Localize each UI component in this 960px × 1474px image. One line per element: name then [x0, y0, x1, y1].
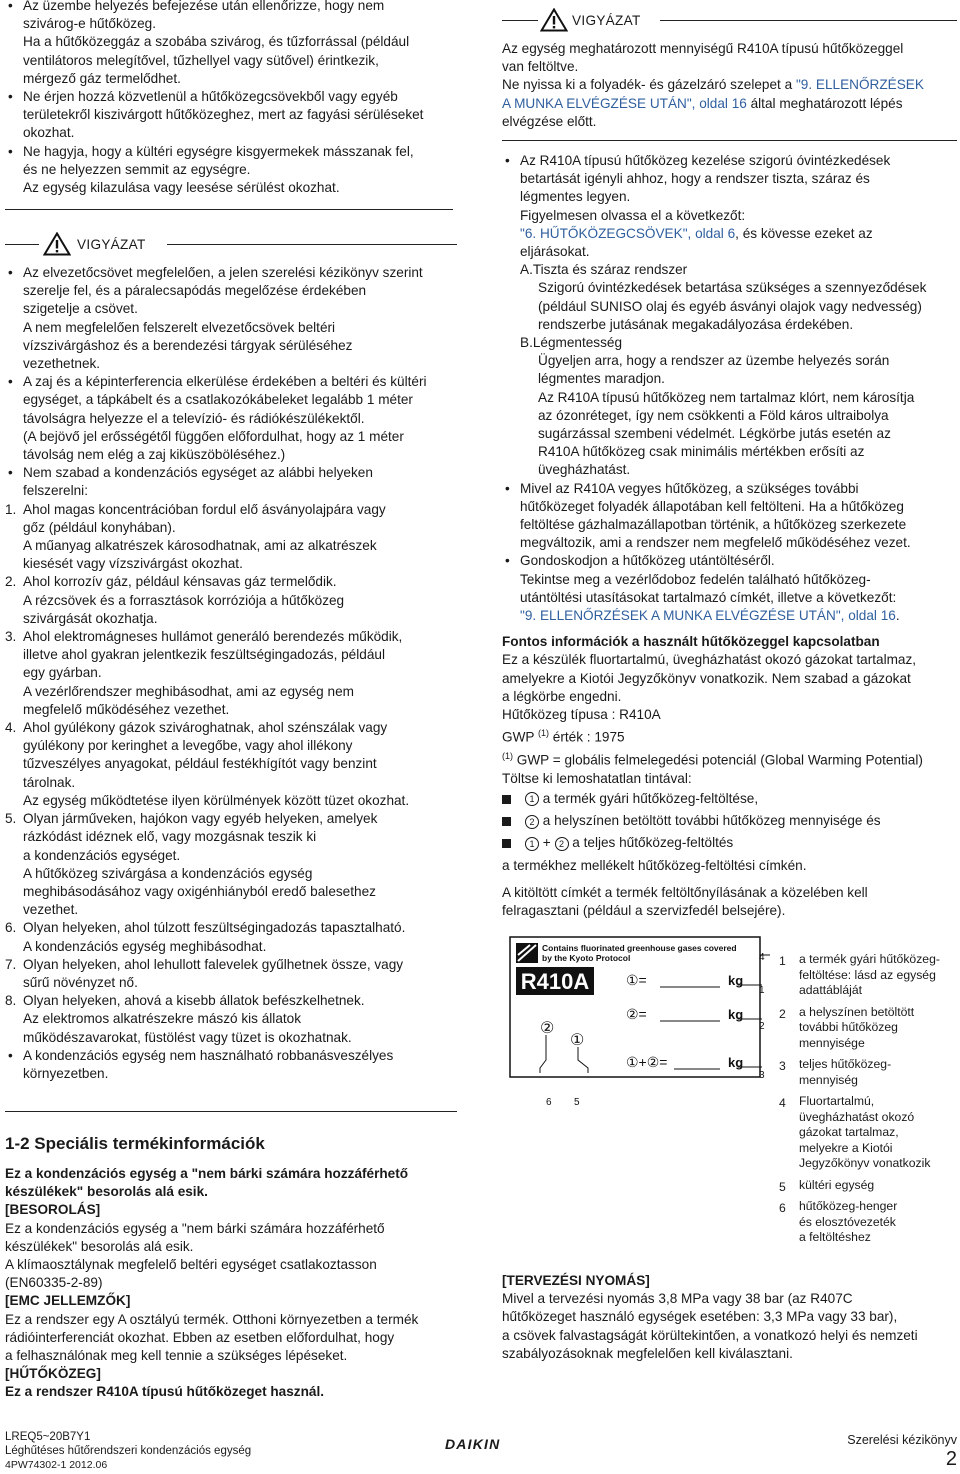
row1-unit: kg	[728, 973, 744, 988]
text-line: készülékek" besorolás alá esik.	[5, 1184, 208, 1200]
design-text	[502, 1290, 957, 1363]
text-line: Az egység kilazulása vagy leesése sérülést okozhat.	[23, 180, 340, 196]
text-line: távolság nem elég a zaj kiküszöböléséhez.)	[23, 447, 286, 463]
subsection-text: (például SUNISO olaj és egyéb ásványi olajok vagy nedvesség)	[538, 298, 922, 314]
text-line: Olyan helyeken, ahol túlzott feszültségingadozás tapasztalható.	[23, 920, 406, 936]
legend-text: feltöltése: lásd az egység	[799, 967, 936, 982]
label-header-1: Contains fluorinated greenhouse gases covered	[542, 943, 737, 953]
text-line: • A zaj és a képinterferencia elkerülése érdekében a beltéri és kültéri	[23, 374, 427, 390]
bullet-item	[5, 143, 457, 198]
callout-3: 3	[759, 1070, 765, 1081]
text-line: Olyan helyeken, ahová a kisebb állatok befészkelhetnek.	[23, 993, 365, 1009]
text-line: tűzveszélyes anyagokat, például festékhígítót vagy benzint	[23, 756, 377, 772]
text-line: rázkódást idéznek elő, vagy mozgásnak teszik ki	[23, 829, 317, 845]
top-bullets	[5, 0, 457, 197]
bullet-r410a	[502, 152, 957, 480]
text-line: felszerelni:	[23, 483, 88, 499]
text-line: Az elektromos alkatrészekre mászó kis állatok	[23, 1011, 302, 1027]
subsection-text: R410A hűtőközeg csak minimális mértékben erősíti az	[538, 444, 865, 460]
legend-text: a termék gyári hűtőközeg-	[799, 952, 940, 966]
section-divider	[5, 209, 453, 210]
text-line: szerelje fel, és a páralecsapódás megelőzése érdekében	[23, 283, 367, 299]
text-line: Ez a készülék fluortartalmú, üvegházhatást okozó gázokat tartalmaz,	[502, 652, 917, 668]
legend-text: további hűtőközeg	[799, 1020, 898, 1034]
label-illustration	[508, 935, 778, 1110]
warning-text: Ne nyissa ki a folyadék- és gázelzáró szelepet a	[502, 77, 796, 93]
text-line: ventilátoros melegítővel, tűzhellyel vagy sütővel) érintkezik,	[23, 52, 379, 68]
callout-5: 5	[574, 1097, 580, 1108]
bullet-text: utántöltési utasításokat tartalmazó címkét, illetve a következőt:	[520, 589, 897, 605]
legend-item	[779, 1178, 957, 1194]
row1-label: ①=	[626, 972, 647, 988]
text-line: egy gyárban.	[23, 665, 102, 681]
design-heading: [TERVEZÉSI NYOMÁS]	[502, 1273, 650, 1288]
warning-item	[5, 1047, 457, 1083]
subsection-text: Ügyeljen arra, hogy a rendszer az üzembe helyezés során	[538, 353, 890, 369]
warning-header	[5, 232, 457, 258]
fill-item-text: a termék gyári hűtőközeg-feltöltése,	[539, 790, 759, 806]
text-line: tárolnak.	[23, 774, 76, 790]
bullet-text: Tekintse meg a vezérlődoboz fedelén található hűtőközeg-	[520, 571, 871, 587]
square-bullet-icon	[502, 795, 511, 804]
text-line: működészavarokat, füstölést vagy tüzet is okozhatnak.	[23, 1029, 352, 1045]
warning-rule-right	[660, 20, 957, 21]
subsection-b-title: B.Légmentesség	[520, 335, 623, 351]
numbered-item	[5, 919, 457, 955]
fill-item	[502, 812, 957, 830]
text-line: illetve ahol gyakran jelentkezik feszültségingadozás, például	[23, 647, 385, 663]
bullet-text: légmentes legyen.	[520, 189, 631, 205]
footer-desc: Léghűtéses hűtőrendszeri kondenzációs egység	[5, 1445, 252, 1457]
legend-text: a feltöltéshez	[799, 1230, 871, 1244]
text-line: A nem megfelelően felszerelt elvezetőcsövek beltéri	[23, 319, 336, 335]
text-line: a légkörbe engedni.	[502, 688, 622, 704]
fgas-text	[502, 651, 957, 706]
bullet-text: Figyelmesen olvassa el a következőt:	[520, 207, 746, 223]
section-1-2	[5, 1133, 457, 1402]
text-line: Ez a kondenzációs egység a "nem bárki számára hozzáférhető	[5, 1166, 409, 1181]
legend-text: gázokat tartalmaz,	[799, 1125, 899, 1139]
besorolas-heading: [BESOROLÁS]	[5, 1202, 101, 1218]
circled-number: 2	[525, 815, 539, 829]
bullet-text: • Az R410A típusú hűtőközeg kezelése szigorú óvintézkedések	[520, 153, 891, 168]
daikin-logo: DAIKIN	[445, 1436, 501, 1452]
numbered-item	[5, 719, 457, 810]
legend-item	[779, 952, 957, 999]
warning-item	[5, 264, 457, 373]
warning-icon	[540, 8, 568, 32]
right-warning-text	[502, 40, 957, 131]
label-instructions	[502, 884, 957, 920]
fill-item-text: a helyszínen betöltött további hűtőközeg mennyisége és	[539, 813, 881, 829]
item-number: 8.	[5, 993, 17, 1009]
circled-number: 1	[525, 837, 539, 851]
warning-rule-right	[167, 244, 457, 245]
text-line: egységet, a tápkábelt és a csatlakozókábeleket legalább 1 méter	[23, 392, 413, 408]
row3-label: ①+②=	[626, 1054, 668, 1070]
warning-text: elvégzése előtt.	[502, 113, 597, 129]
text-line: szigetelje a csövet.	[23, 301, 138, 317]
item-number: 6.	[5, 920, 17, 936]
legend-text: melyekre a Kiotói	[799, 1140, 893, 1155]
legend-number: 5	[779, 1179, 786, 1194]
numbered-item	[5, 628, 457, 719]
text-line: A rézcsövek és a forrasztások korróziója a hűtőközeg	[23, 592, 345, 608]
text-line: • Nem szabad a kondenzációs egységet az alábbi helyeken	[23, 465, 373, 481]
numbered-item	[5, 956, 457, 992]
footer-manual: Szerelési kézikönyv	[847, 1433, 957, 1447]
plus-sign: +	[539, 835, 555, 851]
circled-number: 2	[555, 837, 569, 851]
footer-left	[5, 1430, 251, 1472]
gwp-value: érték : 1975	[549, 729, 625, 745]
text-line: szabályozásoknak megfelelően kell kiválasztani.	[502, 1345, 793, 1361]
text-line: Ahol elektromágneses hullámot generáló berendezés működik,	[23, 629, 403, 645]
emc-text	[5, 1311, 457, 1366]
text-line: a felhasználónak meg kell tennie a szükséges lépéseket.	[5, 1348, 348, 1364]
section-divider	[5, 1111, 457, 1112]
besorolas-text	[5, 1220, 457, 1293]
section-divider	[502, 140, 957, 141]
page-footer	[5, 1430, 957, 1474]
gwp-note	[502, 747, 957, 770]
subsection-text: az ózonréteget, így nem csökkenti a Föld káros ultraibolya	[538, 407, 889, 423]
bullet-mixed-refrigerant	[502, 480, 957, 553]
text-line: távolságra helyezze el a televízió- és rádiókészülékektől.	[23, 410, 365, 426]
bullet-text: betartását igényli ahhoz, hogy a rendszer tiszta, száraz és	[520, 171, 870, 187]
square-bullet-icon	[502, 839, 511, 848]
text-line: A hűtőközeg szivárgása a kondenzációs egység	[23, 865, 313, 881]
text-line: A műanyag alkatrészek károsodhatnak, ami az alkatrészek	[23, 538, 377, 554]
callout-1: 1	[759, 985, 765, 996]
warning-text: van feltöltve.	[502, 59, 579, 75]
text-line: meghibásodásához vagy oxigénhiányból eredő balesethez	[23, 883, 376, 899]
text-line: Ez a rendszer egy A osztályú termék. Otthoni környezetben a termék	[5, 1311, 419, 1327]
label-legend	[779, 952, 957, 1252]
row2-label: ②=	[626, 1006, 647, 1022]
legend-item	[779, 1005, 957, 1052]
warning-rule-left	[5, 244, 39, 245]
text-line: amelyekre a Kiotói Jegyzőkönyv vonatkozik. Nem szabad a gázokat	[502, 670, 911, 686]
section-title: 1-2 Speciális termékinformációk	[5, 1134, 265, 1153]
text-line: Az egység működtetése ilyen körülmények között tüzet okozhat.	[23, 792, 410, 808]
text-line: mérgező gáz termelődhet.	[23, 70, 181, 86]
text-line: (A bejövő jel erősségétől függően előfordulhat, hogy az 1 méter	[23, 428, 404, 444]
text-line: vezethetnek.	[23, 356, 101, 372]
hutokozeg-text: Ez a rendszer R410A típusú hűtőközeget használ.	[5, 1384, 325, 1400]
text-line: • Az üzembe helyezés befejezése után ellenőrizze, hogy nem	[23, 0, 385, 13]
item-number: 3.	[5, 629, 17, 645]
section-lead	[5, 1165, 457, 1201]
legend-item	[779, 1057, 957, 1088]
legend-item	[779, 1199, 957, 1246]
warning-rule-left	[502, 20, 538, 21]
refrigerant-name: R410A	[520, 969, 590, 994]
text-line: • Ne hagyja, hogy a kültéri egységre kisgyermekek másszanak fel,	[23, 143, 414, 159]
refrigerant-type: Hűtőközeg típusa : R410A	[502, 707, 661, 723]
text-line: A kitöltött címkét a termék feltöltőnyílásának a közelében kell	[502, 884, 868, 900]
subsection-text: légmentes maradjon.	[538, 371, 665, 387]
text-line: és ne helyezzen semmit az egységre.	[23, 161, 251, 177]
legend-text: üvegházhatást okozó	[799, 1109, 915, 1124]
text-line: területekről kiszivárgott hűtőközeghez, mert az fagyási sérüléseket	[23, 107, 424, 123]
fill-item	[502, 834, 957, 852]
item-number: 1.	[5, 501, 17, 517]
circled-number: 1	[525, 792, 539, 806]
warning-title: VIGYÁZAT	[77, 237, 146, 252]
gwp-note-text: GWP = globális felmelegedési potenciál (Global Warming Potential)	[513, 752, 923, 768]
legend-number: 4	[779, 1096, 786, 1110]
bullet-text: feltöltése gázhalmazállapotban történik, a hűtőközeg szerkezete	[520, 517, 907, 533]
warning-title: VIGYÁZAT	[572, 13, 641, 28]
text-line: rádióinterferenciát okozhat. Ebben az esetben előfordulhat, hogy	[5, 1329, 395, 1345]
legend-number: 6	[779, 1201, 786, 1215]
text-line: Ha a hűtőközeggáz a szobába szivárog, és tűzforrással (például	[23, 34, 410, 50]
row3-unit: kg	[728, 1055, 744, 1070]
text-line: vízszivárgáshoz és a berendezési tárgyak sérüléséhez	[23, 337, 353, 353]
square-bullet-icon	[502, 817, 511, 826]
label-header-2: by the Kyoto Protocol	[542, 953, 631, 963]
text-line: a kondenzációs egységet.	[23, 847, 181, 863]
text-line: • Ne érjen hozzá közvetlenül a hűtőközegcsövekből vagy egyéb	[23, 89, 398, 105]
text-line: a csövek falvastagságát körültekintően, a vonatkozó helyi és nemzeti	[502, 1327, 918, 1343]
bullet-text: , és kövesse ezeket az	[735, 225, 873, 241]
numbered-item	[5, 992, 457, 1047]
gwp-line	[502, 724, 957, 747]
bullet-text: • Gondoskodjon a hűtőközeg utántöltéséről.	[520, 553, 775, 569]
text-line: gyúlékony por keringhet a levegőbe, vagy ahol illékony	[23, 738, 353, 754]
cylinder-marker: ②	[540, 1020, 555, 1037]
text-line: (EN60335-2-89)	[5, 1275, 103, 1291]
text-line: A klímaosztálynak megfelelő beltéri egységet csatlakoztasson	[5, 1257, 377, 1273]
text-line: hűtőközeget használó egységek esetében: 3,3 MPa vagy 33 bar),	[502, 1309, 898, 1325]
text-line: A kondenzációs egység meghibásodhat.	[23, 938, 267, 954]
numbered-item	[5, 573, 457, 628]
legend-text: kültéri egység	[799, 1177, 875, 1192]
fill-item-text: a teljes hűtőközeg-feltöltés	[568, 835, 734, 851]
design-pressure	[502, 1272, 957, 1363]
legend-text: teljes hűtőközeg-	[799, 1057, 892, 1071]
footer-code: 4PW74302-1 2012.06	[5, 1459, 108, 1471]
subsection-a-title: A.Tiszta és száraz rendszer	[520, 262, 688, 278]
warning-text: Az egység meghatározott mennyiségű R410A típusú hűtőközeggel	[502, 41, 904, 56]
legend-text: Jegyzőkönyv vonatkozik	[799, 1156, 931, 1170]
fill-after: a termékhez mellékelt hűtőközeg-feltöltési címkén.	[502, 857, 807, 873]
legend-text: Fluortartalmú,	[799, 1094, 875, 1108]
text-line: gőz (például konyhában).	[23, 519, 176, 535]
row2-unit: kg	[728, 1007, 744, 1022]
text-line: szivárog-e hűtőközeg.	[23, 16, 156, 32]
warning-icon	[43, 232, 71, 256]
text-line: Mivel a tervezési nyomás 3,8 MPa vagy 38 bar (az R407C	[502, 1291, 853, 1307]
fill-items	[502, 790, 957, 853]
label-diagram	[508, 935, 778, 1110]
warning-list	[5, 264, 457, 1083]
fill-line: Töltse ki lemoshatatlan tintával:	[502, 770, 692, 786]
fgas-heading: Fontos információk a használt hűtőközeggel kapcsolatban	[502, 634, 880, 650]
emc-heading: [EMC JELLEMZŐK]	[5, 1293, 131, 1309]
text-line: Ahol korrozív gáz, például kénsavas gáz termelődik.	[23, 574, 337, 590]
item-number: 4.	[5, 720, 17, 736]
subsection-text: üvegházhatást.	[538, 462, 631, 478]
legend-number: 3	[779, 1059, 786, 1073]
legend-number: 1	[779, 954, 786, 968]
subsection-text: rendszerbe jutásának megakadályozása érdekében.	[538, 316, 854, 332]
legend-number: 2	[779, 1006, 786, 1021]
warning-item	[5, 464, 457, 500]
fill-item	[502, 790, 957, 808]
gwp-note-sup: (1)	[502, 751, 513, 762]
gwp-label: GWP	[502, 729, 539, 745]
legend-text: és elosztóvezeték	[799, 1214, 896, 1229]
unit-marker: ①	[570, 1032, 585, 1049]
legend-text: a helyszínen betöltött	[799, 1004, 915, 1019]
bullet-item	[5, 33, 457, 88]
bullet-text: eljárásokat.	[520, 244, 590, 260]
footer-model: LREQ5~20B7Y1	[5, 1431, 91, 1443]
text-line: Ez a kondenzációs egység a "nem bárki számára hozzáférhető	[5, 1220, 385, 1236]
subsection-text: sugárzással szembeni védelmét. Légkörbe jutás esetén az	[538, 426, 891, 442]
bullet-text: megváltozik, ami a rendszer nem megfelelő működéséhez vezet.	[520, 535, 911, 551]
text-line: sűrű növényzet nő.	[23, 974, 138, 990]
subsection-text: Az R410A típusú hűtőközeg nem tartalmaz klórt, nem károsítja	[538, 389, 915, 405]
bullet-recharge	[502, 552, 957, 625]
bullet-item	[5, 88, 457, 143]
page-number: 2	[945, 1448, 957, 1470]
legend-text: hűtőközeg-henger	[799, 1199, 898, 1213]
bullet-text: .	[895, 608, 900, 624]
text-line: szivárgását okozhatja.	[23, 610, 158, 626]
hutokozeg-heading: [HŰTŐKÖZEG]	[5, 1366, 101, 1382]
bullet-item	[5, 0, 457, 33]
warning-item	[5, 373, 457, 464]
item-number: 2.	[5, 574, 17, 590]
text-line: Olyan helyeken, ahol lehullott falevelek gyűlhetnek össze, vagy	[23, 956, 404, 972]
numbered-item	[5, 501, 457, 574]
text-line: A vezérlőrendszer meghibásodhat, ami az egység nem	[23, 683, 354, 699]
text-line: kiesését vagy vízszivárgást okozhat.	[23, 556, 243, 572]
text-line: vezethet.	[23, 902, 79, 918]
legend-text: mennyiség	[799, 1072, 858, 1087]
legend-item	[779, 1094, 957, 1172]
bullet-text: • Mivel az R410A vegyes hűtőközeg, a szükséges további	[520, 480, 859, 496]
link-6-hutokozegcsovek[interactable]: "6. HŰTŐKÖZEGCSÖVEK", oldal 6	[520, 225, 736, 241]
right-bullets	[502, 152, 957, 920]
callout-6: 6	[546, 1097, 552, 1108]
text-line: felragasztani (például a szervizfedél belsejére).	[502, 902, 786, 918]
numbered-item	[5, 810, 457, 919]
item-number: 7.	[5, 956, 17, 972]
text-line: Ahol gyúlékony gázok szivároghatnak, ahol szénszálak vagy	[23, 720, 388, 736]
text-line: okozhat.	[23, 125, 75, 141]
item-number: 5.	[5, 811, 17, 827]
subsection-text: Szigorú óvintézkedések betartása szükséges a szennyeződések	[538, 280, 927, 296]
text-line: • A kondenzációs egység nem használható robbanásveszélyes	[23, 1047, 394, 1063]
callout-2: 2	[759, 1021, 765, 1032]
text-line: készülékek" besorolás alá esik.	[5, 1238, 194, 1254]
text-line: Ahol magas koncentrációban fordul elő ásványolajpára vagy	[23, 501, 386, 517]
text-line: megfelelő működéséhez vezethet.	[23, 701, 230, 717]
text-line: • Az elvezetőcsövet megfelelően, a jelen szerelési kézikönyv szerint	[23, 265, 423, 280]
legend-text: adattábláját	[799, 983, 863, 997]
link-9-ellenorzesek-cont[interactable]: A MUNKA ELVÉGZÉSE UTÁN", oldal 16	[502, 95, 747, 111]
callout-4: 4	[759, 952, 765, 963]
bullet-text: hűtőközeget folyadék állapotában kell feltölteni. Ha a hűtőközeg	[520, 498, 904, 514]
link-9-ellenorzesek[interactable]: "9. ELLENŐRZÉSEK	[795, 77, 924, 93]
text-line: Olyan járműveken, hajókon vagy egyéb helyeken, amelyek	[23, 811, 378, 827]
legend-text: mennyisége	[799, 1035, 865, 1050]
text-line: környezetben.	[23, 1065, 109, 1081]
link-9-ellenorzesek-2[interactable]: "9. ELLENŐRZÉSEK A MUNKA ELVÉGZÉSE UTÁN", oldal 16	[520, 608, 896, 624]
warning-text: által meghatározott lépés	[746, 95, 903, 111]
gwp-sup: (1)	[538, 728, 550, 739]
warning-header	[502, 8, 957, 34]
